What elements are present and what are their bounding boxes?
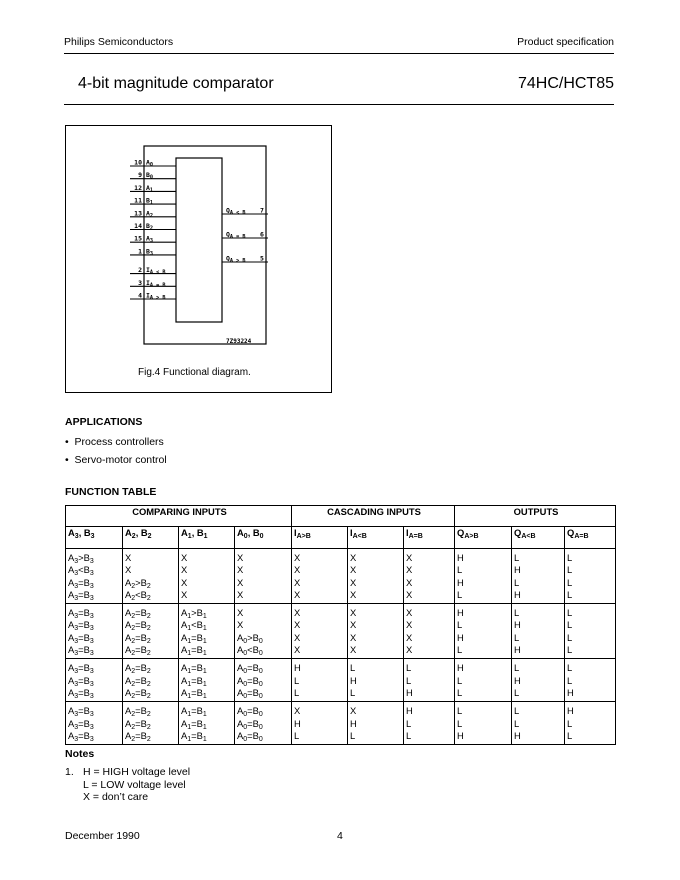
cell-value: L (406, 674, 412, 686)
cell-value: $A_3=B_3$ (68, 644, 94, 658)
cell-value: H (457, 729, 464, 741)
input-pin-number: 3 (138, 278, 142, 287)
cell-value: X (406, 552, 413, 563)
table-cell (512, 659, 565, 702)
note-number: 1. (65, 766, 74, 778)
cell-value: L (567, 576, 573, 588)
cell-value: X (350, 576, 357, 588)
function-table (65, 505, 616, 745)
column-header: $I_{A=B}$ (404, 527, 455, 549)
cell-value: X (350, 705, 357, 717)
input-pin-label: $A_1$ (146, 183, 154, 194)
table-cell (348, 549, 404, 604)
table-row-group (66, 549, 616, 604)
output-pin-number: 6 (260, 230, 264, 239)
cell-value: $A_3<B_3$ (68, 564, 94, 578)
cell-value: $A_3=B_3$ (68, 729, 94, 743)
column-header: $Q_{A=B}$ (565, 527, 616, 549)
cell-value: $A_2=B_2$ (125, 662, 151, 676)
cell-value: H (406, 686, 413, 698)
table-cell (565, 604, 616, 659)
column-header: $I_{A>B}$ (292, 527, 348, 549)
cell-value: H (514, 564, 521, 576)
cell-value: $A_3=B_3$ (68, 705, 94, 719)
input-pin-number: 14 (134, 222, 142, 230)
note-line: L = LOW voltage level (83, 778, 186, 791)
figure-caption: Fig.4 Functional diagram. (138, 367, 251, 378)
cell-value: $A_2=B_2$ (125, 607, 151, 621)
table-cell (179, 549, 235, 604)
input-pin-label: $B_1$ (146, 196, 154, 207)
column-header: $Q_{A<B}$ (512, 527, 565, 549)
cell-value: L (567, 662, 573, 674)
table-cell (512, 702, 565, 745)
cell-value: H (514, 674, 521, 686)
cell-value: L (457, 686, 463, 698)
table-cell (455, 604, 512, 659)
doc-type: Product specification (517, 36, 614, 48)
cell-value: H (514, 729, 521, 741)
cell-value: X (294, 644, 301, 656)
applications-item: • Process controllers (65, 436, 164, 448)
cell-value: $A_3=B_3$ (68, 717, 94, 731)
cell-value: $A_2<B_2$ (125, 588, 151, 602)
cell-value: X (350, 644, 357, 656)
input-pin-number: 12 (134, 183, 142, 192)
cell-value: $A_2=B_2$ (125, 705, 151, 719)
table-cell (66, 702, 123, 745)
cell-value: L (567, 607, 573, 619)
table-row-group (66, 604, 616, 659)
cell-value: L (514, 576, 520, 588)
cell-value: H (567, 686, 574, 698)
table-cell (123, 604, 179, 659)
output-pin-label: $Q_{A < B}$ (226, 206, 246, 216)
table-cell (565, 549, 616, 604)
table-cell (123, 659, 179, 702)
cell-value: X (406, 588, 413, 600)
table-cell (292, 604, 348, 659)
cell-value: H (457, 576, 464, 588)
cell-value: L (567, 674, 573, 686)
input-pin-label: $B_2$ (146, 222, 154, 232)
function-table-heading: FUNCTION TABLE (65, 486, 157, 498)
table-cell (123, 549, 179, 604)
cell-value: X (406, 607, 413, 619)
cell-value: $A_0<B_0$ (237, 644, 263, 658)
cell-value: X (406, 619, 413, 631)
table-cell (565, 659, 616, 702)
cell-value: $A_2=B_2$ (125, 674, 151, 688)
cell-value: X (125, 552, 132, 563)
cell-value: L (457, 564, 463, 576)
input-pin-label: $I_{A > B}$ (146, 291, 166, 301)
cell-value: X (237, 607, 244, 619)
part-number: 74HC/HCT85 (517, 75, 614, 92)
note-line: X = don’t care (83, 791, 149, 803)
input-pin-label: $B_3$ (146, 247, 154, 257)
input-pin-number: 10 (134, 158, 142, 167)
cell-value: X (406, 631, 413, 643)
figure-box (65, 125, 332, 393)
cell-value: H (514, 588, 521, 600)
cell-value: L (567, 552, 573, 563)
cell-value: $A_2=B_2$ (125, 619, 151, 633)
cell-value: X (181, 588, 188, 600)
cell-value: L (457, 717, 463, 729)
cell-value: $A_0=B_0$ (237, 674, 263, 688)
table-cell (404, 702, 455, 745)
cell-value: $A_3=B_3$ (68, 674, 94, 688)
note-line: H = HIGH voltage level (83, 766, 191, 778)
cell-value: H (457, 662, 464, 674)
cell-value: L (514, 686, 520, 698)
cell-value: L (294, 686, 300, 698)
cell-value: L (567, 564, 573, 576)
cell-value: $A_1=B_1$ (181, 674, 207, 688)
cell-value: X (237, 564, 244, 576)
cell-value: H (350, 674, 357, 686)
column-header: $A_2$, $B_2$ (123, 527, 179, 549)
header-rule (64, 53, 614, 54)
table-row-group (66, 702, 616, 745)
cell-value: X (294, 607, 301, 619)
cell-value: H (294, 717, 301, 729)
cell-value: X (350, 607, 357, 619)
cell-value: $A_1>B_1$ (181, 607, 207, 621)
cell-value: L (514, 552, 520, 563)
cell-value: X (350, 631, 357, 643)
cell-value: $A_0=B_0$ (237, 717, 263, 731)
cell-value: $A_1=B_1$ (181, 717, 207, 731)
cell-value: X (294, 631, 301, 643)
cell-value: X (294, 552, 301, 563)
cell-value: L (406, 662, 412, 674)
cell-value: $A_0=B_0$ (237, 662, 263, 676)
cell-value: X (294, 576, 301, 588)
table-cell (455, 702, 512, 745)
column-header: $A_3$, $B_3$ (66, 527, 123, 549)
outer-frame (144, 146, 266, 344)
group-header-comparing: COMPARING INPUTS (66, 506, 292, 527)
cell-value: $A_1=B_1$ (181, 705, 207, 719)
cell-value: L (406, 717, 412, 729)
cell-value: $A_1=B_1$ (181, 644, 207, 658)
cell-value: $A_3=B_3$ (68, 631, 94, 645)
cell-value: X (406, 644, 413, 656)
cell-value: L (514, 631, 520, 643)
cell-value: X (406, 564, 413, 576)
table-cell (404, 604, 455, 659)
cell-value: X (237, 576, 244, 588)
input-pin-label: $I_{A < B}$ (146, 266, 166, 276)
cell-value: X (350, 552, 357, 563)
cell-value: L (457, 705, 463, 717)
cell-value: L (406, 729, 412, 741)
cell-value: X (406, 576, 413, 588)
cell-value: $A_3=B_3$ (68, 662, 94, 676)
input-pin-number: 15 (134, 234, 142, 243)
cell-value: $A_3=B_3$ (68, 588, 94, 602)
cell-value: $A_2=B_2$ (125, 631, 151, 645)
cell-value: $A_1=B_1$ (181, 662, 207, 676)
cell-value: X (294, 588, 301, 600)
cell-value: X (181, 576, 188, 588)
cell-value: $A_1=B_1$ (181, 686, 207, 700)
cell-value: X (237, 619, 244, 631)
cell-value: $A_1=B_1$ (181, 631, 207, 645)
notes-heading: Notes (65, 748, 95, 760)
cell-value: $A_2=B_2$ (125, 644, 151, 658)
page-title: 4-bit magnitude comparator (78, 75, 274, 92)
column-header: $I_{A<B}$ (348, 527, 404, 549)
cell-value: $A_0=B_0$ (237, 705, 263, 719)
cell-value: L (350, 662, 356, 674)
table-cell (179, 702, 235, 745)
table-cell (512, 604, 565, 659)
cell-value: X (181, 552, 188, 563)
input-pin-number: 9 (138, 171, 142, 180)
table-cell (235, 702, 292, 745)
cell-value: X (350, 564, 357, 576)
column-header: $A_1$, $B_1$ (179, 527, 235, 549)
output-pin-number: 5 (260, 254, 264, 263)
output-pin-label: $Q_{A > B}$ (226, 254, 246, 264)
comparator-block (176, 158, 222, 322)
cell-value: H (514, 644, 521, 656)
cell-value: L (567, 588, 573, 600)
input-pin-label: $I_{A = B}$ (146, 278, 166, 289)
output-pin-number: 7 (260, 206, 264, 215)
table-cell (512, 549, 565, 604)
cell-value: $A_2>B_2$ (125, 576, 151, 590)
cell-value: $A_0=B_0$ (237, 686, 263, 700)
input-pin-label: $B_0$ (146, 171, 154, 181)
cell-value: $A_3>B_3$ (68, 552, 94, 565)
table-cell (66, 659, 123, 702)
column-header: $Q_{A>B}$ (455, 527, 512, 549)
table-cell (235, 659, 292, 702)
cell-value: $A_1=B_1$ (181, 729, 207, 743)
title-rule (64, 104, 614, 105)
cell-value: L (567, 619, 573, 631)
cell-value: X (294, 564, 301, 576)
table-cell (292, 702, 348, 745)
cell-value: L (567, 644, 573, 656)
cell-value: $A_2=B_2$ (125, 729, 151, 743)
cell-value: $A_1<B_1$ (181, 619, 207, 633)
cell-value: X (237, 552, 244, 563)
table-cell (66, 604, 123, 659)
cell-value: L (457, 644, 463, 656)
cell-value: L (514, 662, 520, 674)
cell-value: $A_0=B_0$ (237, 729, 263, 743)
cell-value: $A_2=B_2$ (125, 686, 151, 700)
cell-value: H (350, 717, 357, 729)
cell-value: $A_0>B_0$ (237, 631, 263, 645)
cell-value: H (406, 705, 413, 717)
cell-value: X (181, 564, 188, 576)
company-name: Philips Semiconductors (64, 36, 174, 48)
group-header-outputs: OUTPUTS (455, 506, 616, 527)
cell-value: L (294, 729, 300, 741)
table-cell (404, 549, 455, 604)
cell-value: H (457, 607, 464, 619)
table-cell (179, 604, 235, 659)
cell-value: H (294, 662, 301, 674)
cell-value: $A_3=B_3$ (68, 607, 94, 621)
cell-value: H (457, 631, 464, 643)
table-cell (123, 702, 179, 745)
table-cell (455, 659, 512, 702)
input-pin-number: 13 (134, 209, 142, 218)
footer-date: December 1990 (65, 830, 140, 842)
cell-value: X (294, 705, 301, 717)
cell-value: L (457, 588, 463, 600)
figure-code: 7Z93224 (226, 338, 252, 345)
table-cell (66, 549, 123, 604)
cell-value: $A_2=B_2$ (125, 717, 151, 731)
cell-value: X (125, 564, 132, 576)
input-pin-number: 1 (138, 247, 142, 256)
cell-value: L (514, 717, 520, 729)
applications-item: • Servo-motor control (65, 454, 167, 466)
input-pin-number: 11 (134, 196, 142, 205)
input-pin-label: $A_3$ (146, 234, 154, 245)
table-cell (235, 549, 292, 604)
table-row-group (66, 659, 616, 702)
functional-diagram (66, 126, 331, 366)
cell-value: L (514, 705, 520, 717)
output-pin-label: $Q_{A = B}$ (226, 230, 246, 240)
cell-value: H (567, 705, 574, 717)
input-pin-label: $A_0$ (146, 158, 154, 168)
table-cell (292, 659, 348, 702)
cell-value: $A_3=B_3$ (68, 576, 94, 590)
cell-value: L (514, 607, 520, 619)
cell-value: L (567, 631, 573, 643)
table-cell (348, 702, 404, 745)
cell-value: H (514, 619, 521, 631)
cell-value: X (237, 588, 244, 600)
input-pin-label: $A_2$ (146, 209, 154, 219)
table-cell (292, 549, 348, 604)
table-cell (348, 659, 404, 702)
input-pin-number: 4 (138, 291, 142, 300)
cell-value: $A_3=B_3$ (68, 619, 94, 633)
table-cell (235, 604, 292, 659)
cell-value: $A_3=B_3$ (68, 686, 94, 700)
cell-value: L (457, 619, 463, 631)
cell-value: L (457, 674, 463, 686)
applications-heading: APPLICATIONS (65, 416, 143, 428)
table-cell (179, 659, 235, 702)
note-1 (83, 766, 190, 804)
cell-value: L (567, 717, 573, 729)
input-pin-number: 2 (138, 266, 142, 275)
cell-value: L (350, 686, 356, 698)
table-cell (404, 659, 455, 702)
table-cell (348, 604, 404, 659)
cell-value: X (350, 619, 357, 631)
cell-value: L (567, 729, 573, 741)
cell-value: L (350, 729, 356, 741)
group-header-cascading: CASCADING INPUTS (292, 506, 455, 527)
cell-value: X (350, 588, 357, 600)
cell-value: X (294, 619, 301, 631)
column-header: $A_0$, $B_0$ (235, 527, 292, 549)
table-cell (455, 549, 512, 604)
table-cell (565, 702, 616, 745)
page-number: 4 (337, 830, 343, 842)
cell-value: L (294, 674, 300, 686)
cell-value: H (457, 552, 464, 563)
